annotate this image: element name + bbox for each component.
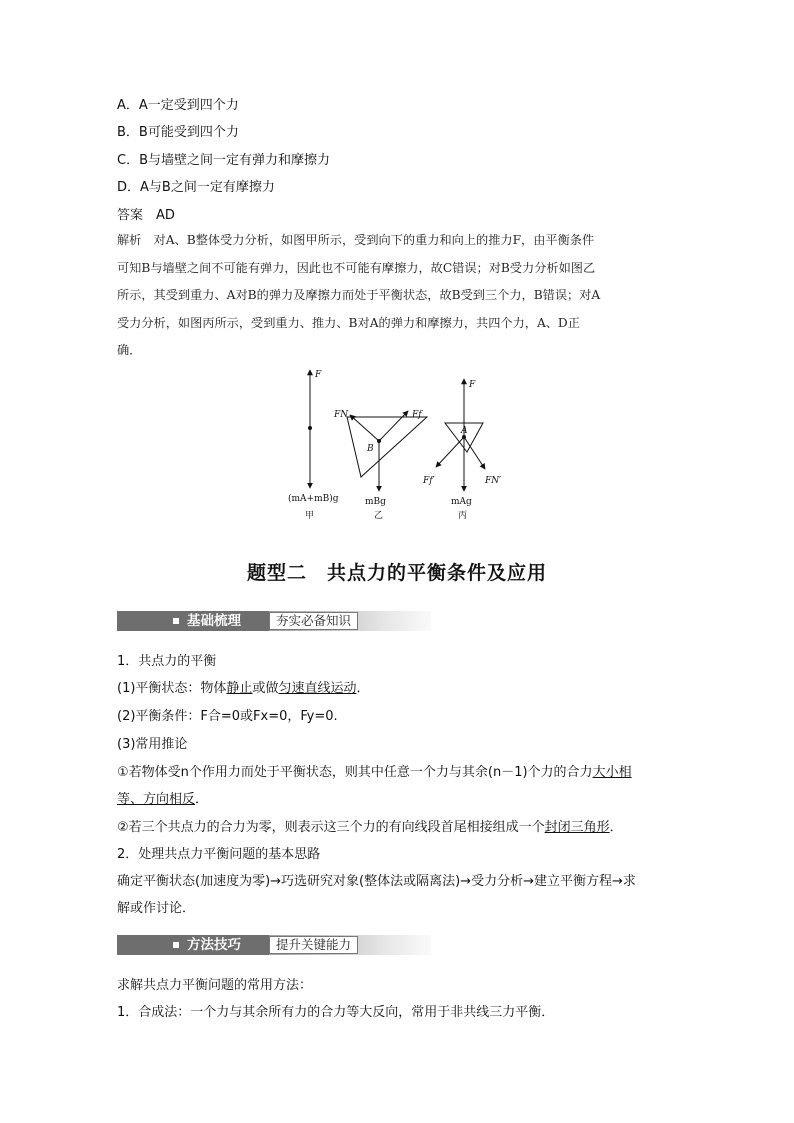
bing-body-label: A	[461, 426, 468, 436]
method-synthesis: 1．合成法：一个力与其余所有力的合力等大反向，常用于非共线三力平衡．	[117, 1005, 555, 1020]
yi-weight-label: mBg	[365, 497, 386, 507]
bar-title: 方法技巧	[187, 937, 241, 953]
inference-1-cont: 等、方向相反．	[117, 792, 209, 807]
option-b: B．B可能受到四个力	[117, 125, 239, 140]
section-title: 题型二 共点力的平衡条件及应用	[246, 562, 547, 584]
bar-tag: 夯实必备知识	[269, 612, 358, 630]
diagram-bing	[422, 379, 501, 521]
answer-value: AD	[156, 208, 175, 223]
square-bullet-icon	[173, 618, 179, 624]
option-c: C．B与墙壁之间一定有弹力和摩擦力	[117, 153, 330, 168]
bing-weight-label: mAg	[451, 497, 472, 507]
section-bar-methods	[117, 935, 431, 955]
bar-dark-segment	[117, 611, 269, 631]
yi-ff-label: Ff	[412, 410, 422, 420]
option-d: D．A与B之间一定有摩擦力	[117, 180, 275, 195]
approach-line-2: 解或作讨论．	[117, 901, 196, 916]
answer-line	[117, 206, 175, 226]
equilibrium-condition: (2)平衡条件：F合=0或Fx=0，Fy=0.	[117, 709, 338, 724]
bing-caption: 丙	[458, 511, 468, 521]
jia-force-label: F	[315, 370, 322, 380]
diagram-yi	[333, 410, 427, 521]
jia-weight-label: (mA+mB)g	[288, 494, 339, 504]
heading-approach: 2．处理共点力平衡问题的基本思路	[117, 847, 321, 862]
common-inference: (3)常用推论	[117, 737, 188, 752]
heading-equilibrium: 1．共点力的平衡	[117, 654, 217, 669]
answer-label: 答案	[117, 208, 144, 223]
analysis-line-5: 确．	[117, 343, 142, 357]
analysis-line-4: 受力分析，如图丙所示，受到重力、推力、B对A的弹力和摩擦力，共四个力，A、D正	[117, 315, 580, 330]
jia-caption: 甲	[305, 511, 315, 521]
bing-force-label: F	[469, 380, 476, 390]
bar-tag: 提升关键能力	[269, 936, 358, 954]
inference-1: ①若物体受n个作用力而处于平衡状态，则其中任意一个力与其余(n－1)个力的合力大小相	[117, 765, 632, 780]
option-a: A．A一定受到四个力	[117, 98, 239, 113]
bar-title: 基础梳理	[187, 613, 241, 629]
analysis-line-2: 可知B与墙壁之间不可能有弹力，因此也不可能有摩擦力，故C错误；对B受力分析如图乙	[117, 260, 596, 275]
yi-caption: 乙	[374, 511, 384, 521]
yi-body-label: B	[367, 444, 374, 454]
diagram-jia	[288, 370, 339, 521]
force-diagram	[285, 365, 525, 525]
section-bar-basics	[117, 611, 431, 631]
inference-2: ②若三个共点力的合力为零，则表示这三个力的有向线段首尾相接组成一个封闭三角形．	[117, 820, 623, 835]
square-bullet-icon	[173, 942, 179, 948]
heading-methods: 求解共点力平衡问题的常用方法：	[117, 978, 313, 993]
bing-fn-label: FN′	[485, 476, 502, 486]
analysis-paragraph	[117, 227, 679, 365]
approach-line-1: 确定平衡状态(加速度为零)→巧选研究对象(整体法或隔离法)→受力分析→建立平衡方程→求	[117, 874, 636, 889]
bar-dark-segment	[117, 935, 269, 955]
yi-fn-label: FN	[334, 410, 349, 420]
analysis-line-3: 所示，其受到重力、A对B的弹力及摩擦力而处于平衡状态，故B受到三个力，B错误；对A	[117, 288, 601, 302]
equilibrium-state: (1)平衡状态：物体静止或做匀速直线运动．	[117, 681, 370, 696]
bing-ff-label: Ff′	[423, 476, 435, 486]
analysis-line-1: 解析 对A、B整体受力分析，如图甲所示，受到向下的重力和向上的推力F，由平衡条件	[117, 233, 595, 247]
